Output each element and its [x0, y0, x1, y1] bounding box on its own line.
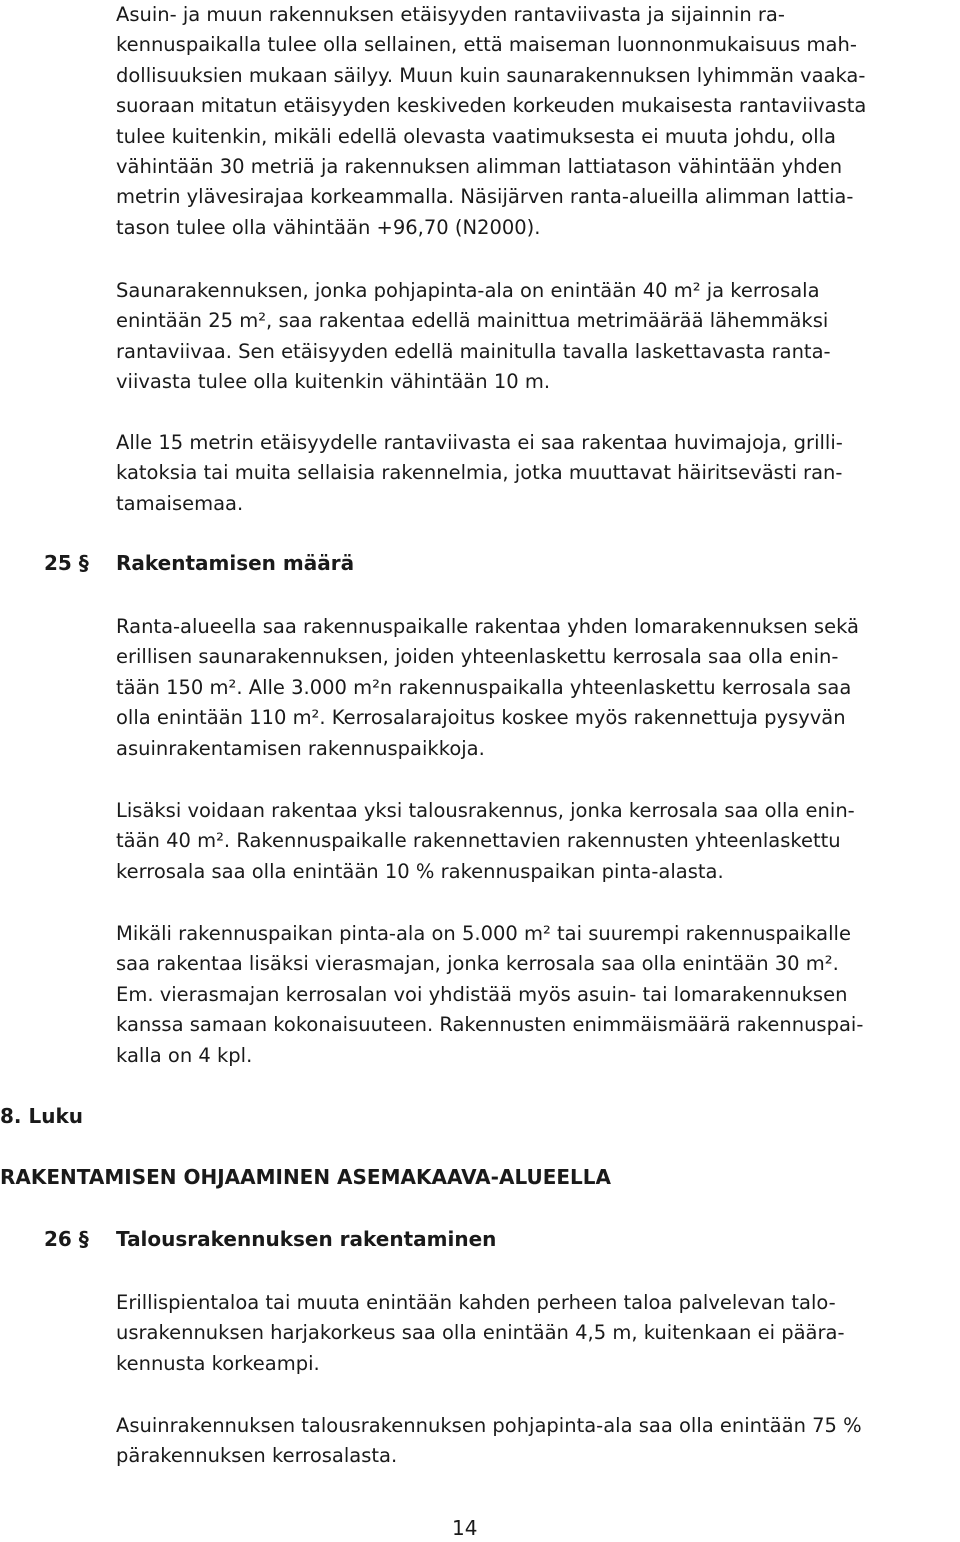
- chapter-title: RAKENTAMISEN OHJAAMINEN ASEMAKAAVA-ALUEELLA: [0, 1165, 612, 1189]
- text-line: pärakennuksen kerrosalasta.: [116, 1444, 398, 1468]
- text-line: tulee kuitenkin, mikäli edellä olevasta vaatimuksesta ei muuta johdu, olla: [116, 124, 836, 148]
- text-line: tamaisemaa.: [116, 491, 244, 515]
- text-line: kennuspaikalla tulee olla sellainen, että maiseman luonnonmukaisuus mah-: [116, 33, 857, 57]
- text-line: enintään 25 m², saa rakentaa edellä mainittua metrimäärää lähemmäksi: [116, 309, 829, 333]
- text-line: Asuinrakennuksen talousrakennuksen pohjapinta-ala saa olla enintään 75 %: [116, 1414, 862, 1437]
- text-line: tason tulee olla vähintään +96,70 (N2000).: [116, 215, 541, 239]
- section-number: 25 §: [44, 551, 89, 575]
- text-line: usrakennuksen harjakorkeus saa olla enintään 4,5 m, kuitenkaan ei päära-: [116, 1321, 845, 1345]
- text-line: rantaviivaa. Sen etäisyyden edellä mainitulla tavalla laskettavasta ranta-: [116, 339, 831, 363]
- text-line: Em. vierasmajan kerrosalan voi yhdistää myös asuin- tai lomarakennuksen: [116, 982, 848, 1006]
- chapter-number: 8. Luku: [0, 1104, 83, 1128]
- text-line: Erillispientaloa tai muuta enintään kahden perheen taloa palvelevan talo-: [116, 1291, 836, 1314]
- text-line: erillisen saunarakennuksen, joiden yhteenlaskettu kerrosala saa olla enin-: [116, 645, 839, 669]
- text-line: metrin ylävesirajaa korkeammalla. Näsijärven ranta-alueilla alimman lattia-: [116, 185, 854, 209]
- text-line: tään 150 m². Alle 3.000 m²n rakennuspaikalla yhteenlaskettu kerrosala saa: [116, 675, 852, 699]
- text-line: Lisäksi voidaan rakentaa yksi talousrakennus, jonka kerrosala saa olla enin-: [116, 799, 855, 822]
- text-line: viivasta tulee olla kuitenkin vähintään 10 m.: [116, 370, 551, 394]
- paragraph-15m-restriction: [116, 428, 956, 519]
- text-line: kanssa samaan kokonaisuuteen. Rakennusten enimmäismäärä rakennuspai-: [116, 1013, 864, 1037]
- text-line: suoraan mitatun etäisyyden keskiveden korkeuden mukaisesta rantaviivasta: [116, 94, 867, 118]
- text-line: saa rakentaa lisäksi vierasmajan, jonka kerrosala saa olla enintään 30 m².: [116, 952, 839, 976]
- text-line: kennusta korkeampi.: [116, 1351, 320, 1375]
- text-line: Saunarakennuksen, jonka pohjapinta-ala on enintään 40 m² ja kerrosala: [116, 279, 820, 302]
- text-line: olla enintään 110 m². Kerrosalarajoitus koskee myös rakennettuja pysyvän: [116, 706, 846, 730]
- section-number: 26 §: [44, 1227, 89, 1251]
- section-title: Talousrakennuksen rakentaminen: [116, 1227, 497, 1251]
- text-line: kalla on 4 kpl.: [116, 1043, 253, 1067]
- text-line: dollisuuksien mukaan säilyy. Muun kuin saunarakennuksen lyhimmän vaaka-: [116, 63, 866, 87]
- paragraph-guest-cabin: [116, 919, 956, 1071]
- text-line: Asuin- ja muun rakennuksen etäisyyden rantaviivasta ja sijainnin ra-: [116, 3, 785, 26]
- text-line: Mikäli rakennuspaikan pinta-ala on 5.000 m² tai suurempi rakennuspaikalle: [116, 922, 851, 945]
- text-line: Ranta-alueella saa rakennuspaikalle rakentaa yhden lomarakennuksen sekä: [116, 615, 859, 638]
- page-number: 14: [452, 1516, 478, 1540]
- paragraph-shoreline-distance: [116, 0, 956, 243]
- text-line: Alle 15 metrin etäisyydelle rantaviivasta ei saa rakentaa huvimajoja, grilli-: [116, 431, 843, 454]
- section-title: Rakentamisen määrä: [116, 551, 355, 575]
- text-line: kerrosala saa olla enintään 10 % rakennuspaikan pinta-alasta.: [116, 859, 724, 883]
- paragraph-outbuilding-area: [116, 1411, 956, 1472]
- text-line: asuinrakentamisen rakennuspaikkoja.: [116, 736, 485, 760]
- paragraph-outbuilding-height: [116, 1288, 956, 1379]
- paragraph-building-volume: [116, 612, 956, 764]
- paragraph-sauna-building: [116, 276, 956, 398]
- text-line: vähintään 30 metriä ja rakennuksen alimman lattiatason vähintään yhden: [116, 154, 843, 178]
- text-line: tään 40 m². Rakennuspaikalle rakennettavien rakennusten yhteenlaskettu: [116, 829, 841, 853]
- text-line: katoksia tai muita sellaisia rakennelmia, jotka muuttavat häiritsevästi ran-: [116, 461, 843, 485]
- paragraph-outbuilding: [116, 796, 956, 887]
